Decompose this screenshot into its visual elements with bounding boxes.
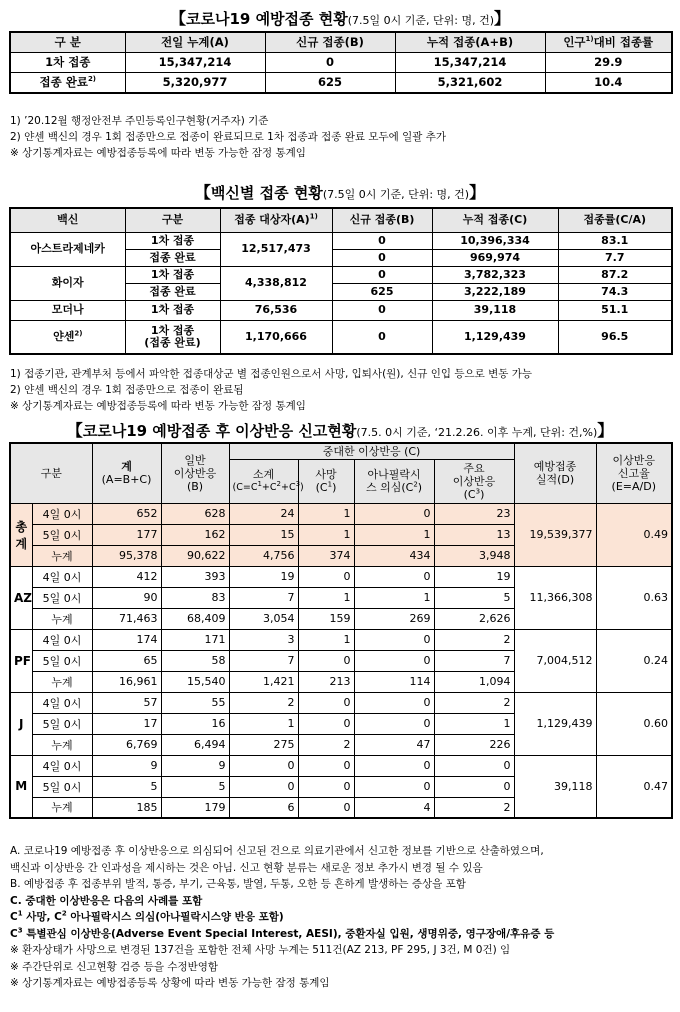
cell-general: 179 — [161, 797, 229, 818]
cell-general: 6,494 — [161, 734, 229, 755]
note: $C^1$ 사망, $C^2$ 아나필락시스 의심(아나필락시스양 반응 포함) — [10, 909, 284, 923]
table-row — [10, 629, 672, 650]
group-label: AZ — [10, 566, 32, 629]
cell-prev: 5,320,977 — [125, 72, 265, 93]
col-header-cum: 누적 접종(C) — [432, 208, 558, 232]
group-label: M — [10, 755, 32, 818]
cell-kind: 접종 완료 — [125, 249, 220, 266]
section1-notes — [10, 113, 446, 161]
cell-general: 628 — [161, 503, 229, 524]
cell-cum: 3,222,189 — [432, 283, 558, 300]
row-label: 4일 0시 — [32, 566, 92, 587]
vaccine-status-table — [9, 207, 673, 355]
cell-general: 9 — [161, 755, 229, 776]
cell-performance: 39,118 — [514, 755, 596, 818]
cell-sub: 7 — [229, 587, 298, 608]
cell-total: 57 — [92, 692, 161, 713]
cell-ana: 0 — [354, 692, 434, 713]
row-label: 4일 0시 — [32, 503, 92, 524]
cell-general: 83 — [161, 587, 229, 608]
row-label: 4일 0시 — [32, 692, 92, 713]
cell-ana: 0 — [354, 776, 434, 797]
cell-ana: 1 — [354, 587, 434, 608]
cell-rate: 10.4 — [545, 72, 672, 93]
section1-title: 【코로나19 예방접종 현황(7.5일 0시 기준, 단위: 명, 건)】 — [169, 9, 511, 28]
col-header-serious: 중대한 이상반응 (C) — [229, 443, 514, 459]
cell-general: 55 — [161, 692, 229, 713]
col-header-group: 구분 — [10, 443, 92, 503]
cell-major: 1 — [434, 713, 514, 734]
vaccine-name: 아스트라제네카 — [10, 232, 125, 266]
col-header-total: 계 (A=B+C) — [92, 443, 161, 503]
row-label: 누계 — [32, 671, 92, 692]
cell-sub: 275 — [229, 734, 298, 755]
cell-total: 5 — [92, 776, 161, 797]
cell-ana: 114 — [354, 671, 434, 692]
cell-ana: 0 — [354, 713, 434, 734]
cell-major: 5 — [434, 587, 514, 608]
cell-cum: 15,347,214 — [395, 52, 545, 72]
table-header-row — [10, 208, 672, 232]
note: ※ 상기통계자료는 예방접종등록 상황에 따라 변동 가능한 잠정 통계임 — [10, 977, 330, 989]
col-header-performance: 예방접종 실적(D) — [514, 443, 596, 503]
cell-total: 174 — [92, 629, 161, 650]
col-header-prev: 전일 누계(A) — [125, 32, 265, 52]
table-row — [10, 232, 672, 249]
table-row — [10, 266, 672, 283]
cell-performance: 11,366,308 — [514, 566, 596, 629]
cell-cum: 969,974 — [432, 249, 558, 266]
row-label: 누계 — [32, 734, 92, 755]
cell-general: 90,622 — [161, 545, 229, 566]
col-header-new: 신규 접종(B) — [265, 32, 395, 52]
cell-general: 58 — [161, 650, 229, 671]
row-label: 5일 0시 — [32, 713, 92, 734]
note: ※ 상기통계자료는 예방접종등록에 따라 변동 가능한 잠정 통계임 — [10, 147, 306, 159]
section3-notes — [10, 843, 554, 992]
cell-general: 171 — [161, 629, 229, 650]
cell-death: 0 — [298, 566, 354, 587]
note: 2) 얀센 백신의 경우 1회 접종만으로 접종이 완료됨 — [10, 384, 244, 396]
cell-major: 23 — [434, 503, 514, 524]
col-header-rate: 인구$^{1)}$대비 접종률 — [545, 32, 672, 52]
adverse-reaction-table — [9, 442, 673, 819]
cell-cum: 5,321,602 — [395, 72, 545, 93]
note: ※ 주간단위로 신고현황 검증 등을 수정반영함 — [10, 960, 219, 973]
cell-new: 0 — [332, 300, 432, 320]
cell-total: 17 — [92, 713, 161, 734]
cell-sub: 1 — [229, 713, 298, 734]
cell-sub: 4,756 — [229, 545, 298, 566]
section2-notes — [10, 366, 532, 414]
section3-title: 【코로나19 예방접종 후 이상반응 신고현황(7.5. 0시 기준, ‘21.2.26. 이후 누계, 단위: 건,%)】 — [66, 421, 614, 440]
cell-new: 0 — [332, 249, 432, 266]
cell-ana: 1 — [354, 524, 434, 545]
cell-ana: 0 — [354, 566, 434, 587]
note: 1) 접종기관, 관계부처 등에서 파악한 접종대상군 별 접종인원으로서 사망, 입퇴사(원), 신규 인입 등으로 변동 가능 — [10, 368, 532, 380]
vaccine-name: 화이자 — [10, 266, 125, 300]
cell-total: 9 — [92, 755, 161, 776]
col-header-new: 신규 접종(B) — [332, 208, 432, 232]
cell-prev: 15,347,214 — [125, 52, 265, 72]
cell-major: 7 — [434, 650, 514, 671]
cell-rate: 83.1 — [558, 232, 672, 249]
vaccine-name: 얀센$^{2)}$ — [10, 320, 125, 354]
cell-major: 19 — [434, 566, 514, 587]
col-header-major: 주요 이상반응 $(C^3)$ — [434, 459, 514, 503]
table-header-row — [10, 443, 672, 459]
cell-new: 0 — [265, 52, 395, 72]
table-row — [10, 566, 672, 587]
col-header-category: 구 분 — [10, 32, 125, 52]
cell-rate: 87.2 — [558, 266, 672, 283]
cell-death: 0 — [298, 692, 354, 713]
cell-report-rate: 0.63 — [596, 566, 672, 629]
row-label: 5일 0시 — [32, 650, 92, 671]
cell-total: 71,463 — [92, 608, 161, 629]
cell-cum: 10,396,334 — [432, 232, 558, 249]
table-header-row — [10, 32, 672, 52]
row-label: 4일 0시 — [32, 629, 92, 650]
cell-death: 0 — [298, 797, 354, 818]
cell-sub: 0 — [229, 776, 298, 797]
cell-major: 2 — [434, 797, 514, 818]
cell-death: 1 — [298, 524, 354, 545]
cell-kind: 1차 접종 (접종 완료) — [125, 320, 220, 354]
cell-major: 0 — [434, 776, 514, 797]
vaccine-name: 모더나 — [10, 300, 125, 320]
cell-cum: 3,782,323 — [432, 266, 558, 283]
row-label: 누계 — [32, 608, 92, 629]
table-row — [10, 755, 672, 776]
cell-ana: 0 — [354, 503, 434, 524]
row-label: 접종 완료$^{2)}$ — [10, 72, 125, 93]
cell-sub: 7 — [229, 650, 298, 671]
cell-report-rate: 0.60 — [596, 692, 672, 755]
cell-death: 1 — [298, 587, 354, 608]
cell-ana: 47 — [354, 734, 434, 755]
cell-major: 3,948 — [434, 545, 514, 566]
table-row — [10, 300, 672, 320]
cell-report-rate: 0.47 — [596, 755, 672, 818]
cell-sub: 1,421 — [229, 671, 298, 692]
table-row — [10, 692, 672, 713]
cell-total: 95,378 — [92, 545, 161, 566]
col-header-anaphylaxis: 아나필락시 스 의심$(C^2)$ — [354, 459, 434, 503]
col-header-vaccine: 백신 — [10, 208, 125, 232]
cell-major: 2 — [434, 629, 514, 650]
cell-death: 374 — [298, 545, 354, 566]
cell-sub: 19 — [229, 566, 298, 587]
col-header-target: 접종 대상자$(A)^{1)}$ — [220, 208, 332, 232]
cell-new: 625 — [332, 283, 432, 300]
table-row — [10, 503, 672, 524]
cell-new: 0 — [332, 232, 432, 249]
col-header-death: 사망 $(C^1)$ — [298, 459, 354, 503]
cell-target: 4,338,812 — [220, 266, 332, 300]
cell-performance: 19,539,377 — [514, 503, 596, 566]
note: 백신과 이상반응 간 인과성을 제시하는 것은 아님. 신고 현황 분류는 새로운 정보 추가시 변경 될 수 있음 — [10, 861, 483, 874]
cell-ana: 434 — [354, 545, 434, 566]
cell-major: 226 — [434, 734, 514, 755]
cell-cum: 39,118 — [432, 300, 558, 320]
section2-title: 【백신별 접종 현황(7.5일 0시 기준, 단위: 명, 건)】 — [194, 183, 486, 202]
row-label: 5일 0시 — [32, 776, 92, 797]
col-header-rate: 접종률(C/A) — [558, 208, 672, 232]
cell-general: 5 — [161, 776, 229, 797]
cell-death: 0 — [298, 776, 354, 797]
note: 1) ’20.12월 행정안전부 주민등록인구현황(거주자) 기준 — [10, 115, 269, 127]
row-label: 4일 0시 — [32, 755, 92, 776]
cell-general: 162 — [161, 524, 229, 545]
group-label: PF — [10, 629, 32, 692]
col-header-rate: 이상반응 신고율 (E=A/D) — [596, 443, 672, 503]
cell-target: 76,536 — [220, 300, 332, 320]
cell-total: 65 — [92, 650, 161, 671]
cell-ana: 4 — [354, 797, 434, 818]
cell-new: 625 — [265, 72, 395, 93]
cell-death: 1 — [298, 503, 354, 524]
cell-major: 2 — [434, 692, 514, 713]
cell-report-rate: 0.24 — [596, 629, 672, 692]
cell-sub: 24 — [229, 503, 298, 524]
note: $C^3$ 특별관심 이상반응(Adverse Event Special Interest, AESI), 중환자실 입원, 생명위중, 영구장애/후유증 등 — [10, 926, 555, 940]
cell-kind: 1차 접종 — [125, 300, 220, 320]
cell-kind: 1차 접종 — [125, 266, 220, 283]
cell-total: 185 — [92, 797, 161, 818]
row-label: 1차 접종 — [10, 52, 125, 72]
cell-ana: 269 — [354, 608, 434, 629]
note: B. 예방접종 후 접종부위 발적, 통증, 부기, 근육통, 발열, 두통, 오한 등 흔하게 발생하는 증상을 포함 — [10, 878, 466, 890]
cell-ana: 0 — [354, 629, 434, 650]
note: A. 코로나19 예방접종 후 이상반응으로 의심되어 신고된 건으로 의료기관에서 신고한 정보를 기반으로 산출하였으며, — [10, 845, 544, 857]
cell-death: 213 — [298, 671, 354, 692]
cell-rate: 96.5 — [558, 320, 672, 354]
cell-major: 13 — [434, 524, 514, 545]
table-row — [10, 320, 672, 354]
cell-general: 393 — [161, 566, 229, 587]
cell-kind: 1차 접종 — [125, 232, 220, 249]
note: ※ 환자상태가 사망으로 변경된 137건을 포함한 전체 사망 누계는 511건(AZ 213, PF 295, J 3건, M 0건) 임 — [10, 944, 511, 956]
row-label: 5일 0시 — [32, 587, 92, 608]
cell-general: 15,540 — [161, 671, 229, 692]
cell-total: 412 — [92, 566, 161, 587]
cell-sub: 3 — [229, 629, 298, 650]
cell-ana: 0 — [354, 650, 434, 671]
cell-death: 0 — [298, 755, 354, 776]
group-label: J — [10, 692, 32, 755]
cell-total: 90 — [92, 587, 161, 608]
cell-death: 1 — [298, 629, 354, 650]
table-row — [10, 72, 672, 93]
cell-rate: 7.7 — [558, 249, 672, 266]
cell-ana: 0 — [354, 755, 434, 776]
table-row — [10, 52, 672, 72]
col-header-kind: 구분 — [125, 208, 220, 232]
cell-rate: 74.3 — [558, 283, 672, 300]
cell-general: 16 — [161, 713, 229, 734]
cell-major: 2,626 — [434, 608, 514, 629]
cell-general: 68,409 — [161, 608, 229, 629]
cell-performance: 7,004,512 — [514, 629, 596, 692]
cell-death: 0 — [298, 650, 354, 671]
group-label: 총계 — [10, 503, 32, 566]
cell-rate: 29.9 — [545, 52, 672, 72]
note: ※ 상기통계자료는 예방접종등록에 따라 변동 가능한 잠정 통계임 — [10, 400, 306, 412]
col-header-cum: 누적 접종(A+B) — [395, 32, 545, 52]
cell-death: 159 — [298, 608, 354, 629]
note: C. 중대한 이상반응은 다음의 사례를 포함 — [10, 894, 203, 907]
col-header-subtotal: 소계 $(C=C^1+C^2+C^3)$ — [229, 459, 298, 503]
cell-death: 0 — [298, 713, 354, 734]
cell-sub: 3,054 — [229, 608, 298, 629]
cell-total: 652 — [92, 503, 161, 524]
col-header-general: 일반 이상반응 (B) — [161, 443, 229, 503]
cell-target: 1,170,666 — [220, 320, 332, 354]
cell-sub: 15 — [229, 524, 298, 545]
cell-sub: 2 — [229, 692, 298, 713]
cell-sub: 0 — [229, 755, 298, 776]
cell-sub: 6 — [229, 797, 298, 818]
cell-new: 0 — [332, 266, 432, 283]
row-label: 5일 0시 — [32, 524, 92, 545]
cell-major: 1,094 — [434, 671, 514, 692]
row-label: 누계 — [32, 545, 92, 566]
cell-kind: 접종 완료 — [125, 283, 220, 300]
cell-death: 2 — [298, 734, 354, 755]
cell-major: 0 — [434, 755, 514, 776]
cell-cum: 1,129,439 — [432, 320, 558, 354]
row-label: 누계 — [32, 797, 92, 818]
cell-new: 0 — [332, 320, 432, 354]
cell-total: 177 — [92, 524, 161, 545]
cell-performance: 1,129,439 — [514, 692, 596, 755]
note: 2) 얀센 백신의 경우 1회 접종만으로 접종이 완료되므로 1차 접종과 접종 완료 모두에 일괄 추가 — [10, 131, 447, 143]
cell-rate: 51.1 — [558, 300, 672, 320]
cell-target: 12,517,473 — [220, 232, 332, 266]
cell-total: 6,769 — [92, 734, 161, 755]
cell-total: 16,961 — [92, 671, 161, 692]
cell-report-rate: 0.49 — [596, 503, 672, 566]
vaccination-status-table — [9, 31, 673, 94]
